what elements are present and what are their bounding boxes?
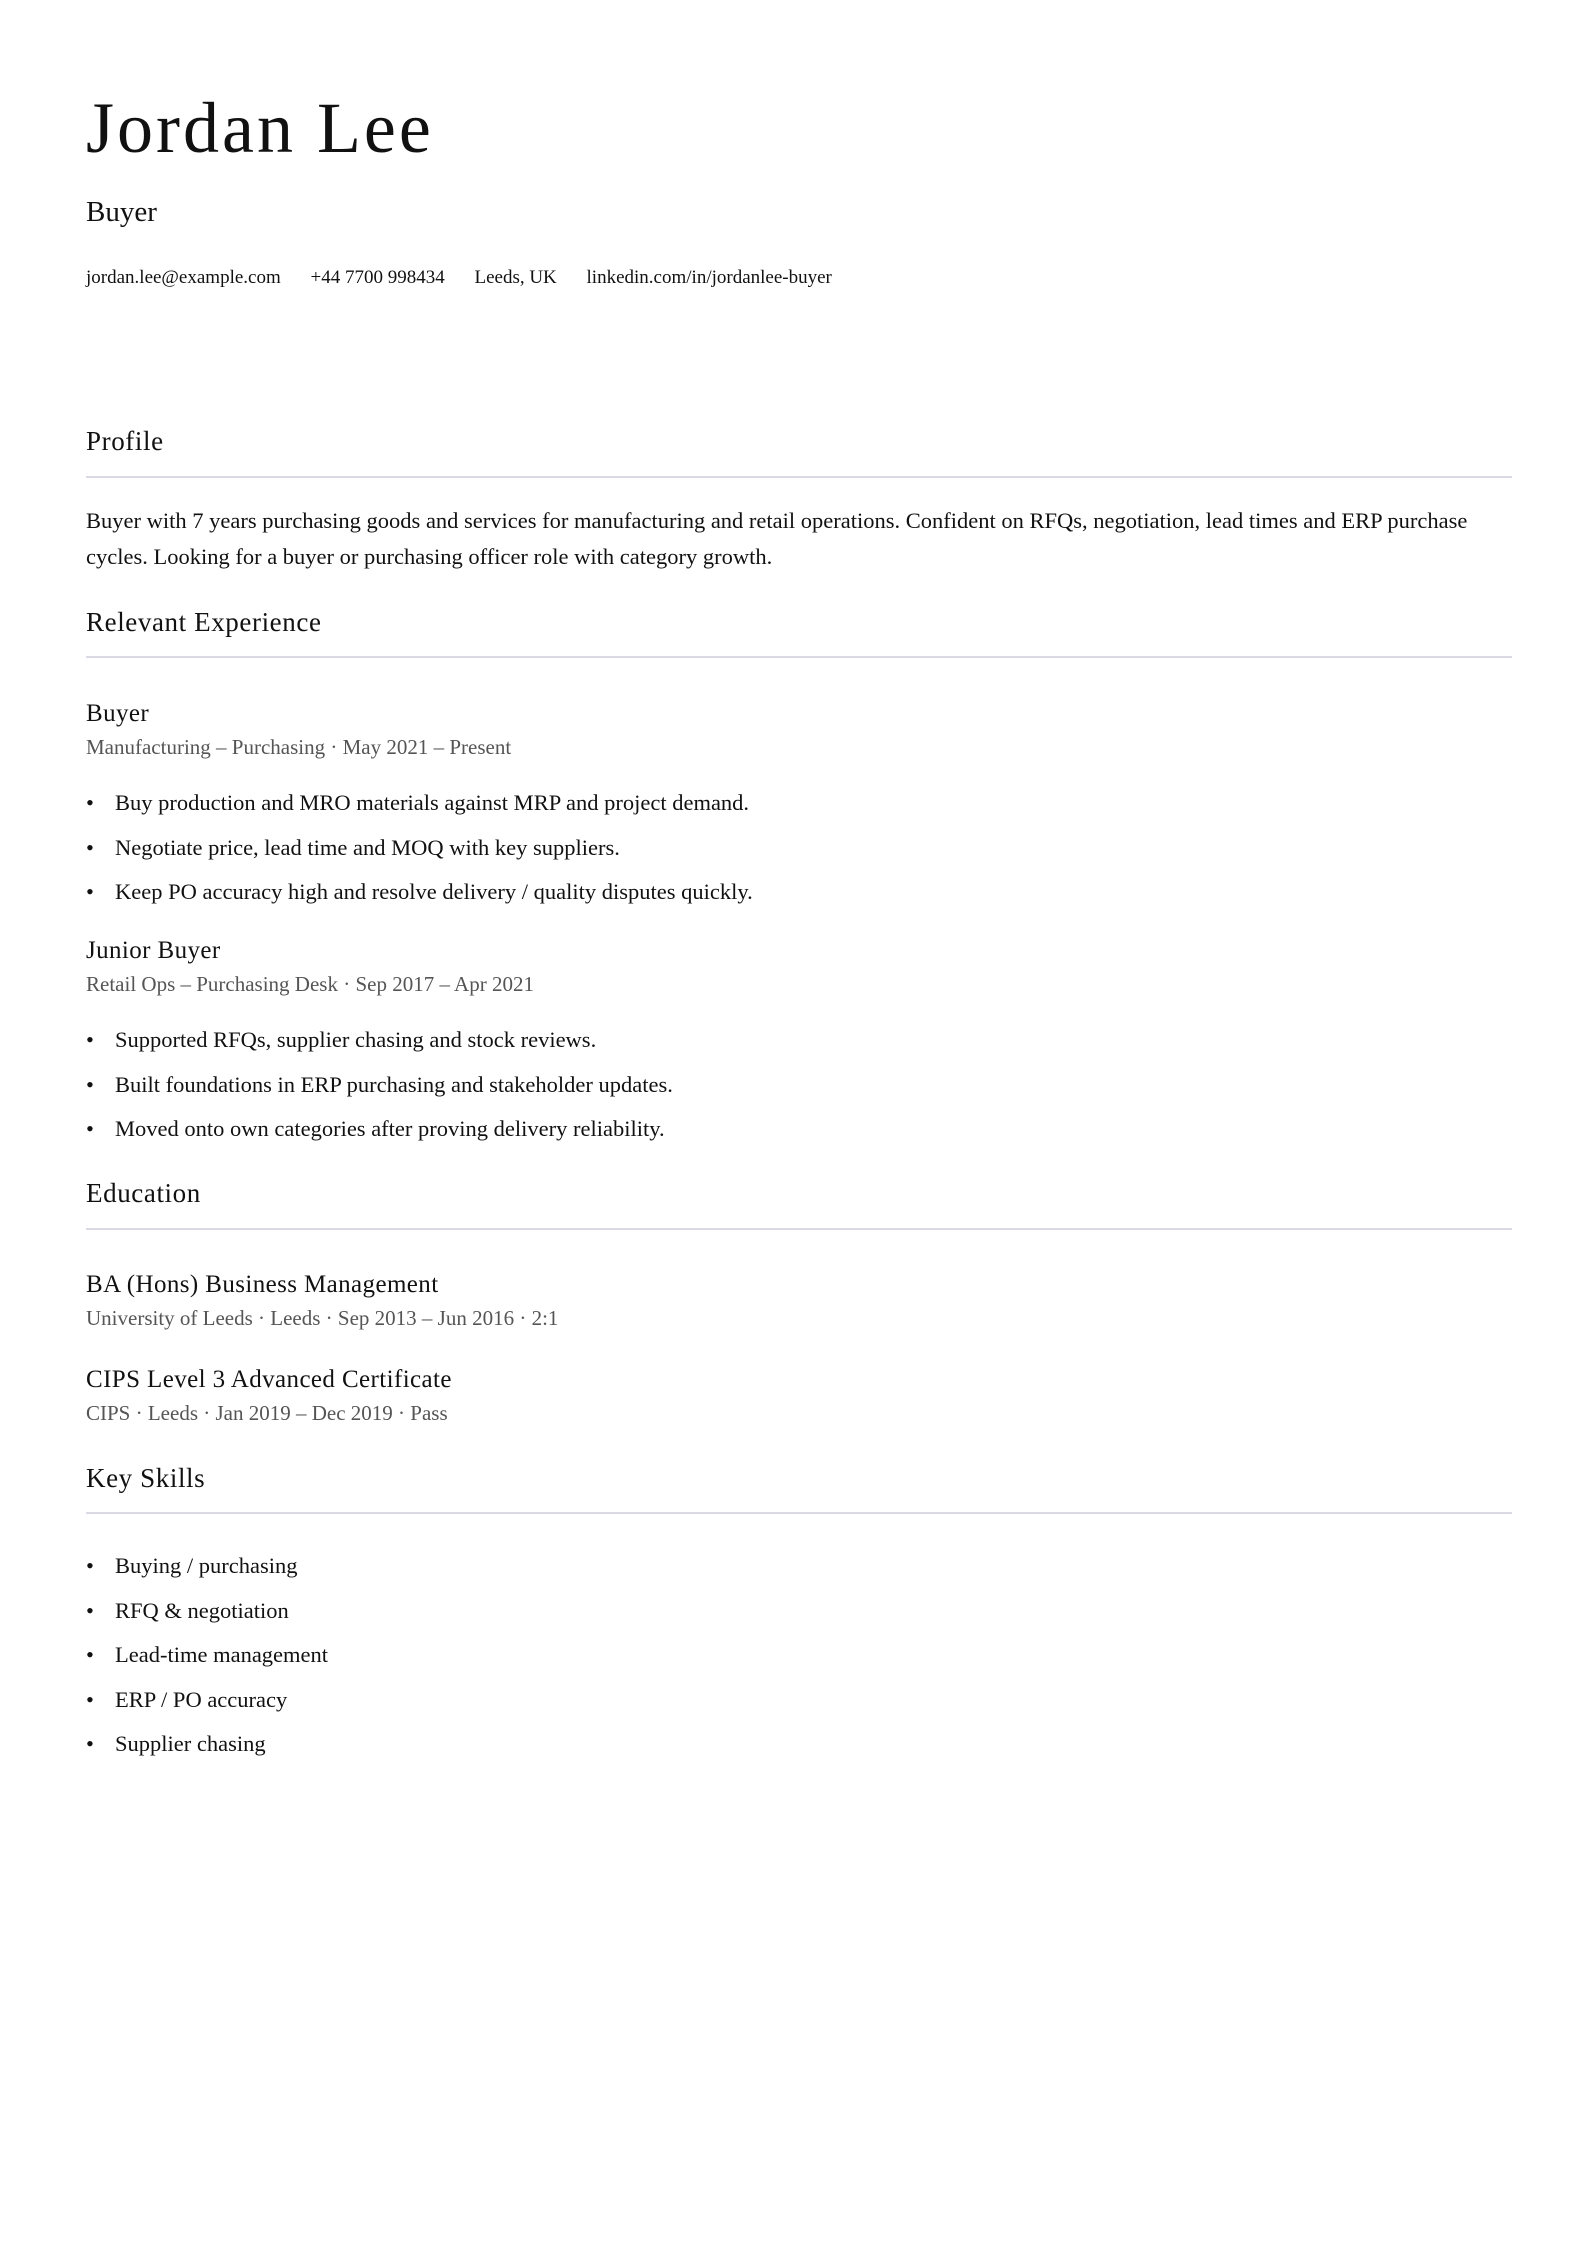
list-item: • Keep PO accuracy high and resolve delivery / quality disputes quickly.	[86, 870, 753, 915]
section-title-experience: Relevant Experience	[86, 607, 322, 637]
education-meta: CIPS · Leeds · Jan 2019 – Dec 2019 · Pass	[86, 1401, 448, 1425]
section-title-skills: Key Skills	[86, 1463, 206, 1493]
job-bullets	[86, 1018, 673, 1152]
section-title-profile: Profile	[86, 426, 164, 456]
profile-summary: Buyer with 7 years purchasing goods and services for manufacturing and retail operations. Confident on RFQs, negotiation, lead times and ERP purchase cycles. Looking for a buyer or purchasing officer role with category growth.	[86, 508, 1468, 569]
list-item: • Supported RFQs, supplier chasing and stock reviews.	[86, 1018, 673, 1063]
list-item: • Negotiate price, lead time and MOQ with key suppliers.	[86, 826, 753, 871]
job-title: Buyer	[86, 700, 150, 727]
education-title: CIPS Level 3 Advanced Certificate	[86, 1366, 452, 1393]
bullet-marker: •	[86, 1597, 94, 1623]
list-item: • RFQ & negotiation	[86, 1589, 328, 1634]
bullet-marker: •	[86, 1686, 94, 1712]
job-title: Junior Buyer	[86, 937, 221, 964]
list-item: • Buying / purchasing	[86, 1544, 328, 1589]
bullet-marker: •	[86, 1642, 94, 1667]
section-divider	[86, 656, 1512, 658]
education-title: BA (Hons) Business Management	[86, 1271, 439, 1298]
contact-location: Leeds, UK	[474, 267, 557, 288]
bullet-marker: •	[86, 834, 94, 860]
bullet-marker: •	[86, 1027, 94, 1052]
bullet-marker: •	[86, 1116, 94, 1141]
list-item: • Lead-time management	[86, 1633, 328, 1678]
bullet-marker: •	[86, 790, 94, 815]
section-divider	[86, 1228, 1512, 1230]
contact-linkedin: linkedin.com/in/jordanlee-buyer	[586, 267, 832, 288]
job-meta: Retail Ops – Purchasing Desk · Sep 2017 – Apr 2021	[86, 972, 534, 996]
candidate-name: Jordan Lee	[86, 88, 434, 168]
list-item: • Buy production and MRO materials against MRP and project demand.	[86, 781, 753, 826]
list-item: • Built foundations in ERP purchasing and stakeholder updates.	[86, 1063, 673, 1108]
bullet-marker: •	[86, 1071, 94, 1097]
education-meta: University of Leeds · Leeds · Sep 2013 – Jun 2016 · 2:1	[86, 1306, 559, 1330]
section-title-education: Education	[86, 1178, 201, 1208]
section-divider	[86, 1512, 1512, 1514]
skills-list	[86, 1544, 328, 1767]
section-divider	[86, 476, 1512, 478]
list-item: • Supplier chasing	[86, 1722, 328, 1767]
list-item: • Moved onto own categories after proving delivery reliability.	[86, 1107, 673, 1152]
contact-phone: +44 7700 998434	[310, 267, 445, 288]
bullet-marker: •	[86, 1731, 94, 1756]
job-bullets	[86, 781, 753, 915]
job-meta: Manufacturing – Purchasing · May 2021 – Present	[86, 735, 512, 759]
bullet-marker: •	[86, 879, 94, 904]
candidate-headline: Buyer	[86, 196, 157, 228]
bullet-marker: •	[86, 1553, 94, 1578]
contact-line	[86, 268, 857, 287]
list-item: • ERP / PO accuracy	[86, 1678, 328, 1723]
contact-email: jordan.lee@example.com	[86, 267, 281, 288]
